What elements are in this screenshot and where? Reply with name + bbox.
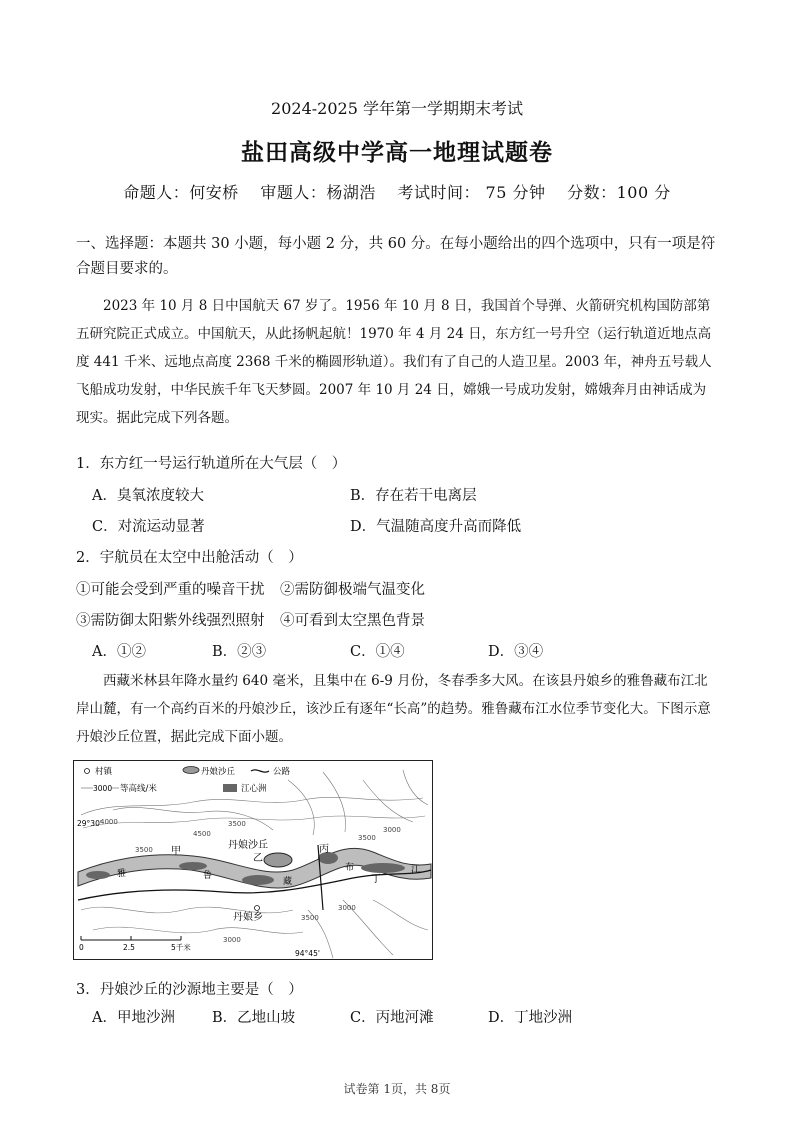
contour-label: 3500 [135, 846, 153, 854]
exam-time-label: 考试时间： 75 分钟 [397, 183, 546, 202]
contour-label: 4500 [193, 830, 211, 838]
exam-meta-line [0, 180, 794, 203]
longitude-label: 94°45' [295, 949, 320, 958]
score-label: 分数：100 分 [567, 183, 671, 202]
q2-statement-3: ③需防御太阳紫外线强烈照射 [76, 613, 265, 629]
passage-dune: 西藏米林县年降水量约 640 毫米，且集中在 6-9 月份，冬春季多大风。在该县丹娘乡的雅鲁藏布江北岸山麓，有一个高约百米的丹娘沙丘，该沙丘有逐年“长高”的趋势。雅鲁藏布江水位季节变化大。下图示意丹娘沙丘位置，据此完成下面小题。 [76, 673, 711, 745]
question-3-stem: 3．丹娘沙丘的沙源地主要是（ ） [76, 982, 303, 998]
place-label-bing: 丙 [319, 844, 329, 855]
legend-dune: 丹娘沙丘 [201, 767, 236, 777]
contour-label: 3500 [358, 834, 376, 842]
river-label-char: 江 [411, 865, 421, 875]
q2-statement-2: ②需防御极端气温变化 [280, 582, 425, 598]
river-label-char: 鲁 [203, 871, 213, 881]
q1-option-a: A．臭氧浓度较大 [92, 488, 204, 504]
river-island [361, 863, 405, 873]
exam-header: 2024-2025 学年第一学期期末考试 [271, 99, 523, 118]
place-label-dune: 丹娘沙丘 [228, 840, 268, 851]
scale-label: 2.5 [123, 943, 135, 952]
scale-label: 5千米 [171, 943, 191, 952]
river-island [179, 862, 207, 870]
legend-village: 村镇 [95, 767, 113, 777]
place-label-jia: 甲 [171, 846, 181, 857]
place-label-yi: 乙 [253, 853, 263, 864]
latitude-label: 29°30' [77, 819, 102, 828]
q2-statement-4: ④可看到太空黑色背景 [280, 613, 425, 629]
q2-option-b: B．②③ [212, 644, 267, 660]
place-label-ding: 丁 [371, 874, 381, 885]
section-heading: 一、选择题：本题共 30 小题，每小题 2 分，共 60 分。在每小题给出的四个选项中，只有一项是符合题目要求的。 [76, 236, 716, 277]
contour-label: 3500 [228, 820, 246, 828]
river-label-char: 雅 [117, 869, 127, 879]
passage-space: 2023 年 10 月 8 日中国航天 67 岁了。1956 年 10 月 8 日，我国首个导弹、火箭研究机构国防部第五研究院正式成立。中国航天，从此扬帆起航！1970 年 4 月 24 日，东方红一号升空（运行轨道近地点高度 441 千米、远地点高度 2368 千米的椭圆形轨道）。我们有了自己的人造卫星。2003 年，神舟五号载人飞船成功发射，中华民族千年飞天梦圆。2007 年 10 月 24 日，嫦娥一号成功发射，嫦娥奔月由神话成为现实。据此完成下列各题。 [76, 298, 712, 426]
legend-contour: 等高线/米 [120, 784, 157, 794]
q3-option-b: B．乙地山坡 [212, 1010, 296, 1026]
island-legend-icon [223, 784, 237, 792]
page-footer: 试卷第 1页，共 8页 [343, 1082, 451, 1096]
river-island [86, 871, 110, 879]
reviewer-label: 审题人：杨湖浩 [260, 183, 376, 202]
q1-option-c: C．对流运动显著 [92, 519, 205, 535]
q3-option-d: D．丁地沙洲 [488, 1010, 573, 1026]
q1-option-d: D．气温随高度升高而降低 [350, 519, 522, 535]
contour-label: 3000 [223, 936, 241, 944]
river-island [242, 875, 274, 885]
q2-option-d: D．③④ [488, 644, 544, 660]
q3-option-c: C．丙地河滩 [350, 1010, 434, 1026]
legend-road: 公路 [273, 767, 291, 777]
contour-label: 3000 [383, 826, 401, 834]
legend-contour-value: 3000 [93, 784, 113, 793]
setter-label: 命题人：何安桥 [123, 183, 239, 202]
danniang-dune [264, 853, 292, 867]
q2-statement-1: ①可能会受到严重的噪音干扰 [76, 582, 265, 598]
q3-option-a: A．甲地沙洲 [92, 1010, 175, 1026]
question-1-stem: 1．东方红一号运行轨道所在大气层（ ） [76, 456, 347, 472]
contour-label: 3500 [301, 914, 319, 922]
place-label-town: 丹娘乡 [233, 912, 263, 923]
contour-label: 3000 [338, 904, 356, 912]
legend-island: 江心洲 [241, 784, 267, 794]
q1-option-b: B．存在若干电离层 [350, 488, 477, 504]
contour-label: 4000 [100, 818, 118, 826]
page-title: 盐田高级中学高一地理试题卷 [241, 140, 553, 166]
scale-label: 0 [79, 943, 84, 952]
dune-legend-icon [183, 767, 199, 774]
dune-location-map [73, 760, 433, 960]
river-label-char: 布 [345, 863, 355, 873]
river-label-char: 藏 [283, 877, 293, 887]
question-2-stem: 2．宇航员在太空中出舱活动（ ） [76, 550, 303, 566]
q2-option-c: C．①④ [350, 644, 405, 660]
q2-option-a: A．①② [92, 644, 146, 660]
